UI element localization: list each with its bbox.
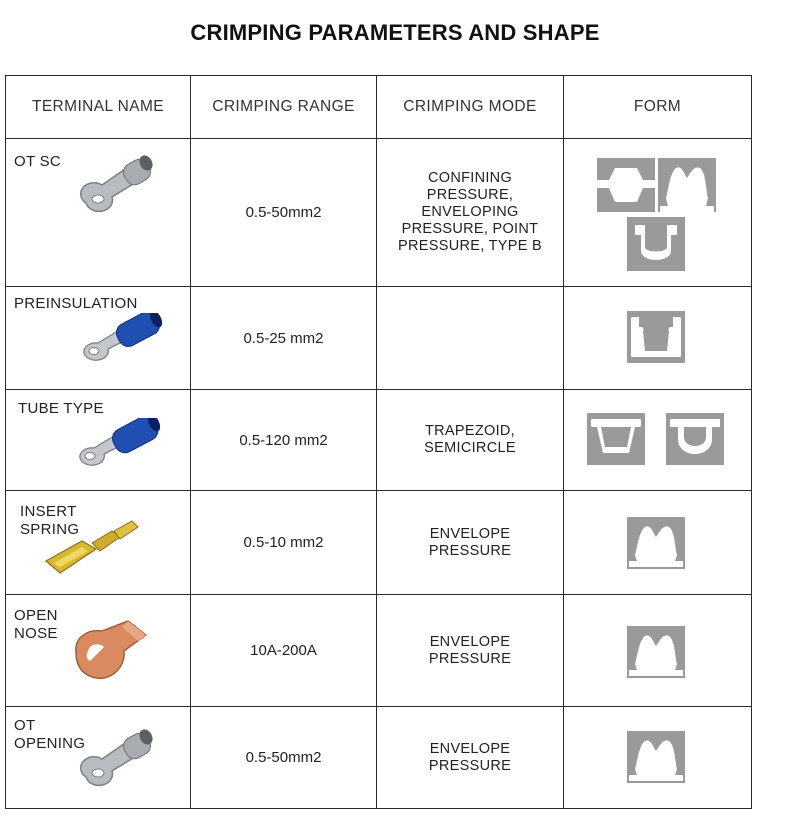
range-cell: 0.5-25 mm2: [191, 287, 377, 390]
w-crimp-shape: [658, 158, 716, 212]
table-row: [6, 390, 752, 491]
form-cell: [564, 595, 752, 707]
terminal-name: OPEN NOSE: [14, 607, 58, 642]
terminal-name: INSERT SPRING: [20, 503, 80, 538]
page-title: CRIMPING PARAMETERS AND SHAPE: [190, 20, 600, 45]
open-nose-terminal-image: [68, 617, 154, 691]
mode-text: ENVELOPE PRESSURE: [428, 525, 512, 559]
form-cell: [564, 707, 752, 809]
terminal-cell: [6, 390, 191, 491]
trapezoid-crimp-shape: [627, 311, 685, 363]
w-crimp-shape: [627, 626, 685, 678]
mode-cell: [377, 595, 564, 707]
crimping-table: [5, 75, 752, 809]
table-row: [6, 491, 752, 595]
tube-terminal-image: [72, 418, 164, 470]
table-row: [6, 595, 752, 707]
header-crimping-mode: CRIMPING MODE: [377, 76, 564, 139]
mode-cell: [377, 707, 564, 809]
range-cell: 0.5-120 mm2: [191, 390, 377, 491]
mode-text: CONFINING PRESSURE, ENVELOPING PRESSURE, POINT PRESSURE, TYPE B: [398, 170, 542, 254]
spring-terminal-image: [42, 517, 142, 579]
terminal-cell: [6, 595, 191, 707]
insulated-ring-terminal-image: [76, 313, 166, 365]
mode-text: TRAPEZOID, SEMICIRCLE: [424, 423, 516, 456]
ring-terminal-image: [76, 729, 160, 791]
terminal-cell: [6, 287, 191, 390]
terminal-cell: [6, 491, 191, 595]
mode-cell: [377, 390, 564, 491]
range-cell: 0.5-50mm2: [191, 139, 377, 287]
hexagon-crimp-shape: [597, 158, 655, 212]
mode-cell: [377, 287, 564, 390]
trapezoid-crimp-shape: [587, 413, 645, 465]
header-crimping-range: CRIMPING RANGE: [191, 76, 377, 139]
table-row: [6, 139, 752, 287]
w-crimp-shape: [627, 731, 685, 783]
header-row: [6, 76, 752, 139]
mode-cell: [377, 139, 564, 287]
form-cell: [564, 139, 752, 287]
mode-text: ENVELOPE PRESSURE: [428, 633, 512, 667]
semicircle-crimp-shape: [666, 413, 724, 465]
terminal-name: TUBE TYPE: [18, 400, 104, 417]
terminal-name: OT SC: [14, 153, 62, 170]
range-cell: 10A-200A: [191, 595, 377, 707]
form-cell: [564, 390, 752, 491]
terminal-cell: [6, 707, 191, 809]
range-cell: 0.5-10 mm2: [191, 491, 377, 595]
terminal-name: PREINSULATION: [14, 295, 138, 312]
form-cell: [564, 287, 752, 390]
range-cell: 0.5-50mm2: [191, 707, 377, 809]
mode-text: ENVELOPE PRESSURE: [428, 740, 512, 774]
table-row: [6, 707, 752, 809]
u-crimp-shape: [627, 217, 685, 271]
form-cell: [564, 491, 752, 595]
header-terminal-name: TERMINAL NAME: [6, 76, 191, 139]
table-row: [6, 287, 752, 390]
ring-terminal-image: [76, 155, 160, 217]
terminal-cell: [6, 139, 191, 287]
terminal-name: OT OPENING: [14, 717, 86, 752]
w-crimp-shape: [627, 517, 685, 569]
header-form: FORM: [564, 76, 752, 139]
mode-cell: [377, 491, 564, 595]
